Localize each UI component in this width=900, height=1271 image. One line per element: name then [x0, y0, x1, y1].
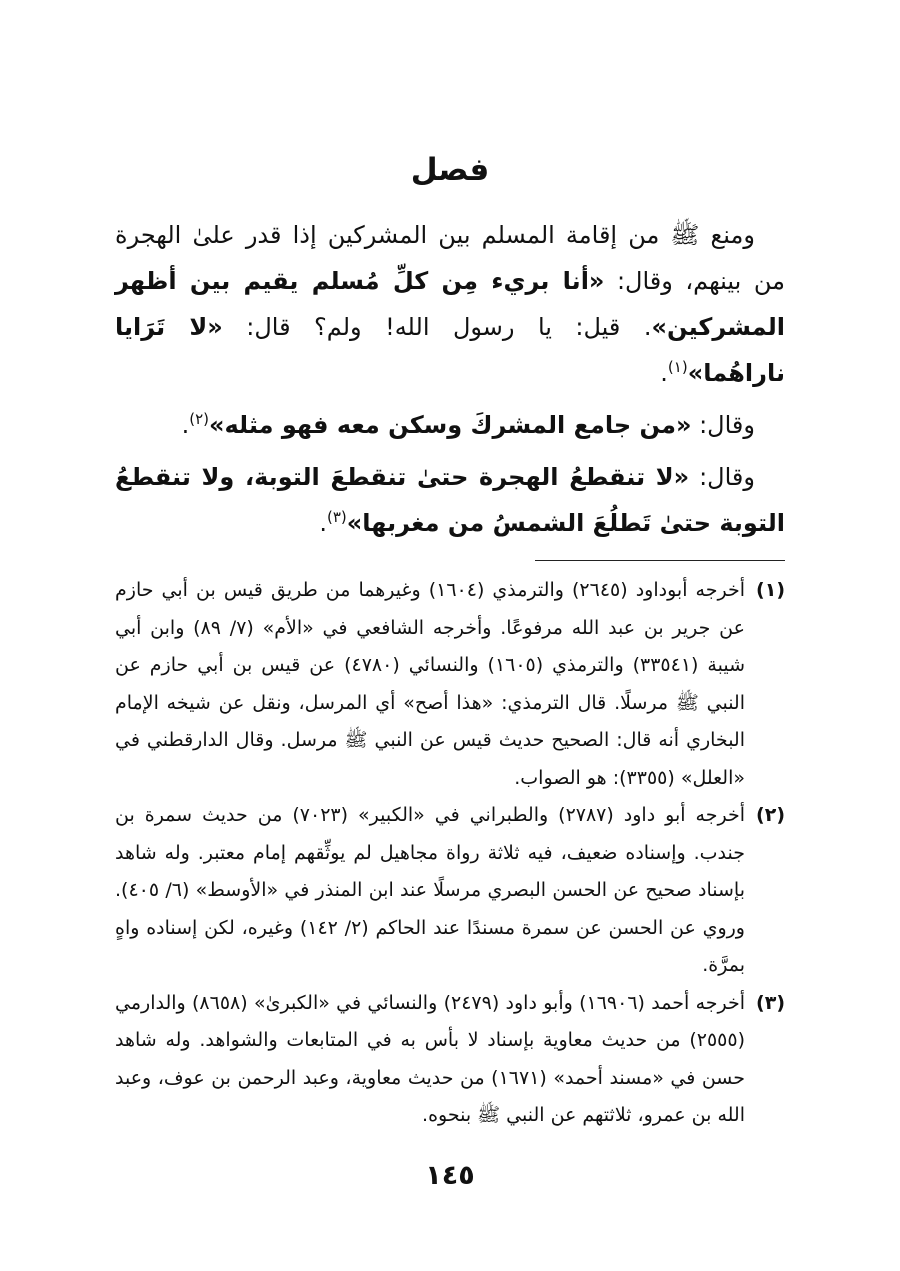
- footnote-text: أخرجه أحمد (١٦٩٠٦) وأبو داود (٢٤٧٩) والنسائي في «الكبرىٰ» (٨٦٥٨) والدارمي (٢٥٥٥) من حديث معاوية بإسناد لا بأس به في المتابعات والشواهد. وله شاهد حسن في «مسند أحمد» (١٦٧١) من حديث معاوية، وعبد الرحمن بن عوف، وعبد الله بن عمرو، ثلاثتهم عن النبي ﷺ بنحوه.: [115, 991, 746, 1126]
- hadith-quote-3: «من جامع المشركَ وسكن معه فهو مثله»: [208, 411, 692, 439]
- hadith-quote-4: «لا تنقطعُ الهجرة حتىٰ تنقطعَ التوبة، ولا تنقطعُ التوبة حتىٰ تَطلُعَ الشمسُ من مغربها»: [115, 463, 785, 537]
- paragraph-2-end: .: [181, 411, 190, 439]
- hadith-quote-1: «أنا بريء مِن كلِّ مُسلم يقيم بين أظهر المشركين»: [115, 267, 786, 341]
- footnotes: [115, 572, 785, 1135]
- footnote-separator: [535, 560, 785, 561]
- hadith-quote-2: «لا تَرَايا ناراهُما»: [115, 313, 785, 387]
- footnote-text: أخرجه أبوداود (٢٦٤٥) والترمذي (١٦٠٤) وغيرهما من طريق قيس بن أبي حازم عن جرير بن عبد الله مرفوعًا. وأخرجه الشافعي في «الأم» (٧/ ٨٩) وابن أبي شيبة (٣٣٥٤١) والترمذي (١٦٠٥) والنسائي (٤٧٨٠) عن قيس بن أبي حازم عن النبي ﷺ مرسلًا. قال الترمذي: «هذا أصح» أي المرسل، ونقل عن شيخه الإمام البخاري أنه قال: الصحيح حديث قيس عن النبي ﷺ مرسل. وقال الدارقطني في «العلل» (٣٣٥٥): هو الصواب.: [115, 579, 746, 789]
- footnote-ref-2[interactable]: (٢): [189, 410, 209, 428]
- paragraph-1-middle: . قيل: يا رسول الله! ولم؟ قال:: [222, 313, 652, 341]
- footnote-ref-3[interactable]: (٣): [326, 508, 347, 526]
- paragraph-3: [115, 454, 785, 546]
- book-page: [115, 0, 785, 1271]
- footnote-3: [115, 985, 785, 1135]
- page-number: ١٤٥: [425, 1160, 475, 1191]
- paragraph-2: [115, 402, 785, 448]
- footnote-number: (٣): [756, 991, 785, 1014]
- paragraph-3-intro: وقال:: [689, 463, 755, 491]
- paragraph-1-intro: ومنع ﷺ من إقامة المسلم بين المشركين إذا قدر علىٰ الهجرة من بينهم، وقال:: [115, 221, 785, 295]
- footnote-text: أخرجه أبو داود (٢٧٨٧) والطبراني في «الكبير» (٧٠٢٣) من حديث سمرة بن جندب. وإسناده ضعيف، فيه ثلاثة رواة مجاهيل لم يوثِّقهم إمام معتبر. وله شاهد بإسناد صحيح عن الحسن البصري مرسلًا عند ابن المنذر في «الأوسط» (٦/ ٤٠٥). وروي عن الحسن عن سمرة مسندًا عند الحاكم (٢/ ١٤٢) وغيره، لكن إسناده واهٍ بمرَّة.: [115, 804, 745, 976]
- main-text: [115, 212, 785, 546]
- footnote-number: (١): [756, 579, 785, 601]
- paragraph-2-intro: وقال:: [691, 411, 755, 439]
- section-heading: فصل: [410, 152, 490, 188]
- paragraph-1: [115, 212, 785, 396]
- footnote-2: [115, 797, 785, 985]
- footnote-1: [115, 572, 785, 797]
- paragraph-3-end: .: [319, 509, 327, 537]
- paragraph-1-end: .: [660, 359, 668, 387]
- footnote-ref-1[interactable]: (١): [667, 358, 688, 376]
- footnote-number: (٢): [756, 804, 785, 826]
